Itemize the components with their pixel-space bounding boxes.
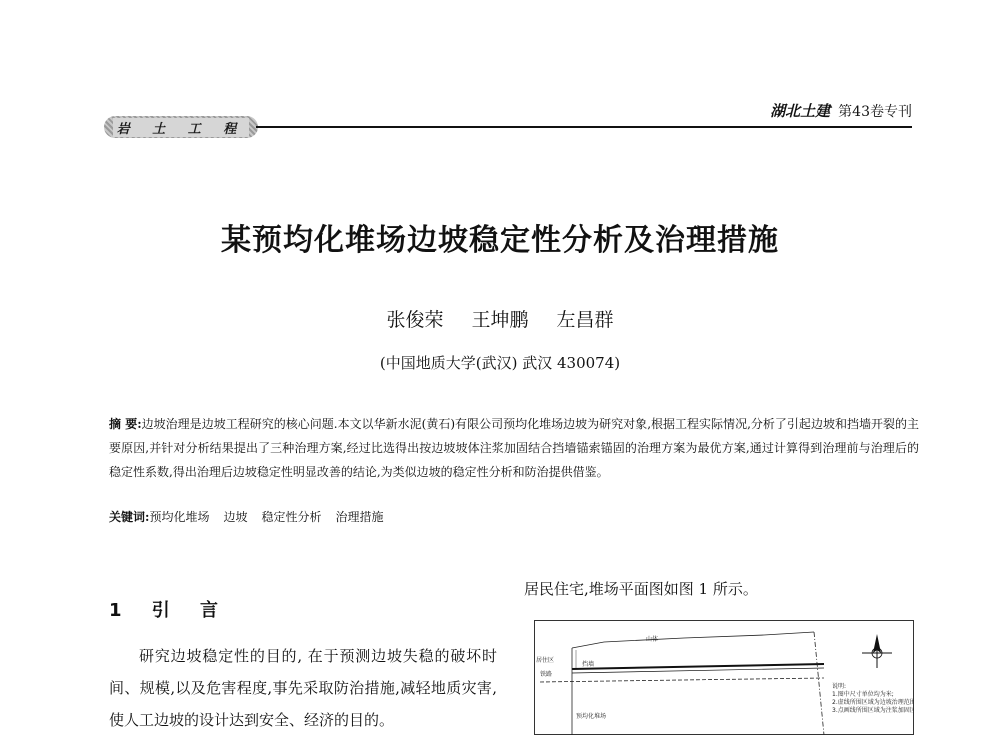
paper-title: 某预均化堆场边坡稳定性分析及治理措施 <box>221 223 779 258</box>
section-tag-label: 岩 土 工 程 <box>113 118 250 137</box>
figure-label-yard: 预均化堆场 <box>576 713 607 720</box>
abstract-text: 边坡治理是边坡工程研究的核心问题.本文以华新水泥(黄石)有限公司预均化堆场边坡为研究对象,根据工程实际情况,分析了引起边坡和挡墙开裂的主要原因,并针对分析结果提出了三种治理方案,经过比选得出按边坡坡体注浆加固结合挡墙锚索锚固的治理方案为最优方案,通过计算得到治理前与治理后的稳定性系数,得出治理后边坡稳定性明显改善的结论,为类似边坡的稳定性分析和防治提供借鉴。 <box>109 417 920 479</box>
keyword: 稳定性分析 <box>261 510 322 524</box>
north-arrow-icon <box>862 634 892 668</box>
keyword: 预均化堆场 <box>149 510 210 524</box>
abstract <box>109 412 919 484</box>
section-tag <box>104 116 258 138</box>
affiliation: (中国地质大学(武汉) 武汉 430074) <box>379 354 621 372</box>
body-column-left <box>109 640 497 736</box>
figure-label-wall: 挡墙 <box>582 661 595 668</box>
figure-label-top: 山体 <box>646 636 659 643</box>
figure-site-plan <box>534 620 914 735</box>
journal-issue: 第43卷专刊 <box>838 104 912 120</box>
authors: 张俊荣 王坤鹏 左昌群 <box>386 309 614 331</box>
paragraph: 研究边坡稳定性的目的, 在于预测边坡失稳的破坏时间、规模,以及危害程度,事先采取防治措施,减轻地质灾害,使人工边坡的设计达到安全、经济的目的。 <box>109 647 497 729</box>
figure-note: 3.点画线所围区域为注浆加固区。 <box>832 707 914 714</box>
site-plan-drawing <box>534 620 914 735</box>
figure-notes-title: 说明: <box>832 683 847 690</box>
figure-label-railway: 铁路 <box>540 671 553 678</box>
journal-header <box>770 100 912 121</box>
figure-note: 1.图中尺寸单位均为米; <box>832 691 894 698</box>
figure-note: 2.虚线所围区域为边坡治理范围; <box>832 699 914 706</box>
journal-name: 湖北土建 <box>770 102 831 120</box>
keywords-label: 关键词: <box>109 510 150 524</box>
figure-label-residential: 居住区 <box>536 657 555 664</box>
header-rule <box>256 126 912 128</box>
body-column-right-line: 居民住宅,堆场平面图如图 1 所示。 <box>524 580 758 598</box>
keyword: 治理措施 <box>335 510 384 524</box>
abstract-label: 摘 要: <box>109 417 142 431</box>
keywords <box>109 508 398 525</box>
keyword: 边坡 <box>223 510 248 524</box>
section-heading: 1 引 言 <box>109 600 225 621</box>
